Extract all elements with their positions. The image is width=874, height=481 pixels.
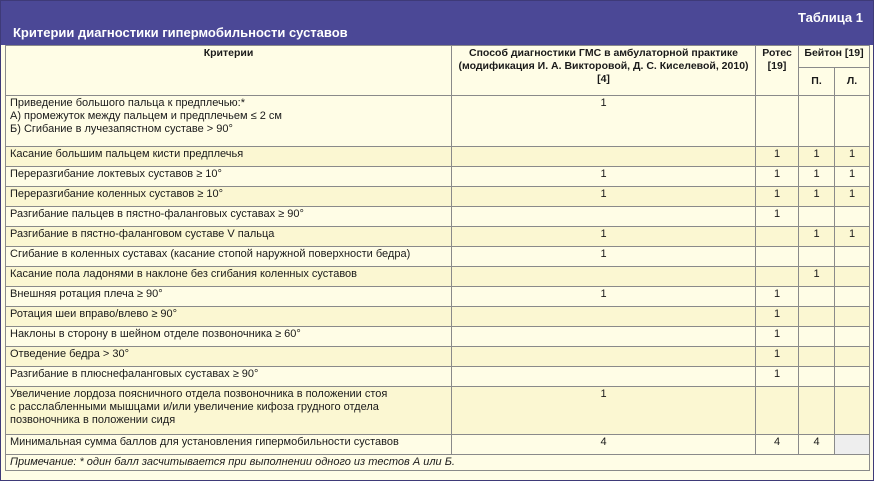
criterion-cell (6, 147, 452, 167)
table-row (6, 207, 870, 227)
criterion-cell (6, 227, 452, 247)
beighton-right-cell: 4 (799, 435, 835, 455)
criterion-line: Переразгибание локтевых суставов ≥ 10° (10, 168, 222, 180)
criterion-line: Разгибание в пястно-фаланговом суставе V пальца (10, 228, 275, 240)
beighton-right-cell (799, 96, 835, 147)
rotes-score-cell: 1 (756, 187, 799, 207)
beighton-right-cell (799, 247, 835, 267)
beighton-left-cell: 1 (835, 227, 870, 247)
rotes-score-cell: 4 (756, 435, 799, 455)
criterion-cell (6, 387, 452, 435)
method-score-cell (452, 347, 756, 367)
criterion-line: Отведение бедра > 30° (10, 348, 129, 360)
criterion-cell (6, 267, 452, 287)
criteria-table (5, 45, 870, 471)
table-row (6, 435, 870, 455)
criterion-cell (6, 187, 452, 207)
criterion-line: Минимальная сумма баллов для установления гипермобильности суставов (10, 436, 399, 448)
criterion-cell (6, 247, 452, 267)
beighton-right-cell (799, 347, 835, 367)
criterion-line: позвоночника в положении сидя (10, 414, 176, 426)
criterion-line: Переразгибание коленных суставов ≥ 10° (10, 188, 223, 200)
rotes-score-cell (756, 96, 799, 147)
beighton-left-cell (835, 347, 870, 367)
method-score-cell (452, 267, 756, 287)
beighton-right-cell (799, 307, 835, 327)
table-row (6, 167, 870, 187)
criterion-cell (6, 347, 452, 367)
criterion-line: Ротация шеи вправо/влево ≥ 90° (10, 308, 178, 320)
header-beighton-left: Л. (835, 68, 870, 96)
beighton-right-cell (799, 287, 835, 307)
beighton-right-cell: 1 (799, 187, 835, 207)
table-row (6, 96, 870, 147)
criterion-cell (6, 367, 452, 387)
criterion-line: А) промежуток между пальцем и предплечьем ≤ 2 см (10, 110, 282, 122)
rotes-score-cell: 1 (756, 327, 799, 347)
beighton-left-cell (835, 96, 870, 147)
beighton-left-cell (835, 247, 870, 267)
beighton-right-cell: 1 (799, 267, 835, 287)
method-score-cell: 1 (452, 247, 756, 267)
method-score-cell: 1 (452, 387, 756, 435)
header-rotes: Ротес [19] (756, 46, 799, 96)
criterion-cell (6, 327, 452, 347)
header-method: Способ диагностики ГМС в амбулаторной практике (модификация И. А. Викторовой, Д. С. Киселевой, 2010) [4] (452, 46, 756, 96)
criterion-cell (6, 435, 452, 455)
header-beighton: Бейтон [19] (799, 46, 870, 68)
beighton-left-cell (835, 207, 870, 227)
criterion-cell (6, 287, 452, 307)
table-row (6, 247, 870, 267)
beighton-left-cell (835, 267, 870, 287)
rotes-score-cell: 1 (756, 307, 799, 327)
beighton-right-cell: 1 (799, 147, 835, 167)
method-score-cell: 1 (452, 287, 756, 307)
criterion-line: с расслабленными мышцами и/или увеличение кифоза грудного отдела (10, 401, 379, 413)
table-row (6, 147, 870, 167)
table-row (6, 267, 870, 287)
beighton-left-cell (835, 435, 870, 455)
method-score-cell: 1 (452, 96, 756, 147)
beighton-left-cell (835, 327, 870, 347)
method-score-cell: 1 (452, 187, 756, 207)
table-title: Критерии диагностики гипермобильности суставов (13, 25, 348, 40)
beighton-left-cell (835, 307, 870, 327)
criterion-line: Увеличение лордоза поясничного отдела позвоночника в положении стоя (10, 388, 388, 400)
criterion-line: Б) Сгибание в лучезапястном суставе > 90° (10, 123, 233, 135)
method-score-cell (452, 147, 756, 167)
rotes-score-cell (756, 227, 799, 247)
criterion-line: Касание большим пальцем кисти предплечья (10, 148, 244, 160)
beighton-right-cell: 1 (799, 167, 835, 187)
criterion-cell (6, 207, 452, 227)
table-row (6, 227, 870, 247)
beighton-right-cell (799, 207, 835, 227)
table-body (6, 96, 870, 455)
beighton-left-cell (835, 287, 870, 307)
header-beighton-right: П. (799, 68, 835, 96)
criterion-line: Внешняя ротация плеча ≥ 90° (10, 288, 163, 300)
method-score-cell (452, 327, 756, 347)
table-row (6, 347, 870, 367)
beighton-left-cell: 1 (835, 167, 870, 187)
criterion-line: Сгибание в коленных суставах (касание стопой наружной поверхности бедра) (10, 248, 411, 260)
criterion-cell (6, 307, 452, 327)
table-note: Примечание: * один балл засчитывается при выполнении одного из тестов А или Б. (6, 455, 870, 471)
rotes-score-cell: 1 (756, 147, 799, 167)
criterion-cell (6, 96, 452, 147)
criterion-line: Разгибание пальцев в пястно-фаланговых суставах ≥ 90° (10, 208, 304, 220)
beighton-left-cell (835, 387, 870, 435)
method-score-cell (452, 307, 756, 327)
method-score-cell: 4 (452, 435, 756, 455)
beighton-right-cell: 1 (799, 227, 835, 247)
table-number-label: Таблица 1 (797, 10, 863, 25)
rotes-score-cell: 1 (756, 287, 799, 307)
beighton-right-cell (799, 387, 835, 435)
rotes-score-cell: 1 (756, 207, 799, 227)
beighton-right-cell (799, 327, 835, 347)
table-row (6, 387, 870, 435)
table-row (6, 327, 870, 347)
method-score-cell (452, 207, 756, 227)
criterion-line: Приведение большого пальца к предплечью:* (10, 97, 246, 109)
method-score-cell (452, 367, 756, 387)
rotes-score-cell (756, 387, 799, 435)
rotes-score-cell: 1 (756, 347, 799, 367)
beighton-right-cell (799, 367, 835, 387)
beighton-left-cell: 1 (835, 187, 870, 207)
criterion-line: Наклоны в сторону в шейном отделе позвоночника ≥ 60° (10, 328, 301, 340)
header-criteria: Критерии (6, 46, 452, 96)
beighton-left-cell: 1 (835, 147, 870, 167)
criterion-line: Касание пола ладонями в наклоне без сгибания коленных суставов (10, 268, 358, 280)
rotes-score-cell (756, 247, 799, 267)
beighton-left-cell (835, 367, 870, 387)
table-row (6, 367, 870, 387)
method-score-cell: 1 (452, 227, 756, 247)
criterion-cell (6, 167, 452, 187)
method-score-cell: 1 (452, 167, 756, 187)
rotes-score-cell (756, 267, 799, 287)
rotes-score-cell: 1 (756, 167, 799, 187)
table-row (6, 307, 870, 327)
criterion-line: Разгибание в плюснефаланговых суставах ≥ 90° (10, 368, 259, 380)
table-row (6, 287, 870, 307)
table-row (6, 187, 870, 207)
rotes-score-cell: 1 (756, 367, 799, 387)
